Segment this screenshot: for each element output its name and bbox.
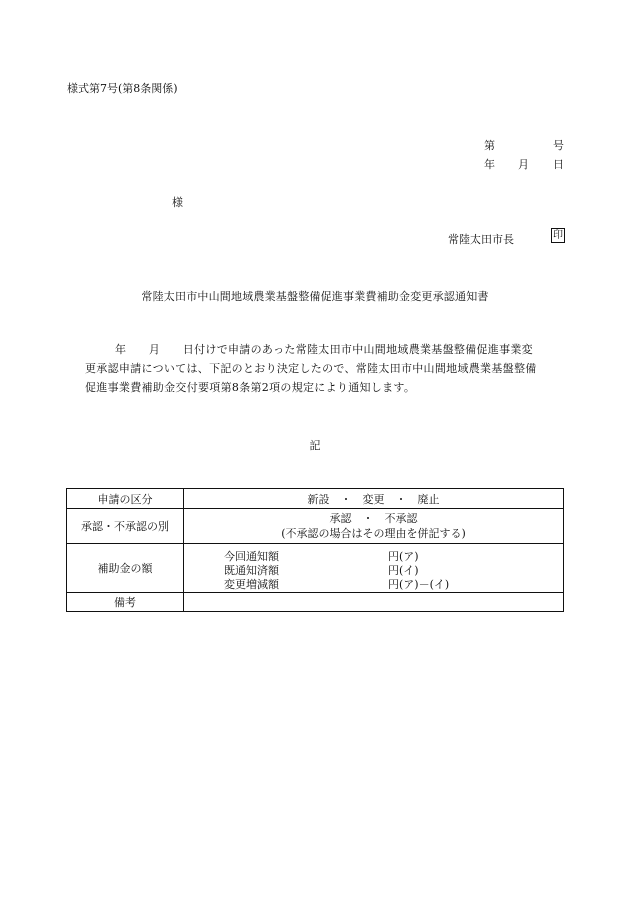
application-type-header: 申請の区分 [67, 489, 184, 509]
current-notice-amount-value: 円(ア) [388, 550, 419, 563]
seal-stamp: 印 [553, 230, 563, 241]
change-amount-label: 変更増減額 [224, 578, 279, 591]
approval-status-note: (不承認の場合はその理由を併記する) [281, 527, 466, 540]
subsidy-amount-header: 補助金の額 [67, 544, 184, 593]
body-paragraph [85, 340, 570, 397]
subsidy-amount-cell [184, 544, 564, 593]
approval-status-header: 承認・不承認の別 [67, 509, 184, 544]
remarks-header: 備考 [67, 593, 184, 612]
ki-heading: 記 [309, 439, 321, 452]
form-number: 様式第7号(第8条関係) [67, 82, 178, 95]
remarks-value [184, 593, 564, 612]
table-row [67, 489, 564, 509]
approval-status-cell [184, 509, 564, 544]
table-row [67, 593, 564, 612]
date-year: 年 [484, 158, 495, 171]
change-amount-value: 円(ア)－(イ) [388, 578, 450, 591]
body-line-2: 更承認申請については、下記のとおり決定したので、常陸太田市中山間地域農業基盤整備 [85, 362, 537, 375]
table-row [67, 509, 564, 544]
document-number-prefix: 第 [484, 139, 495, 152]
application-type-value: 新設 ・ 変更 ・ 廃止 [184, 489, 564, 509]
current-notice-amount-label: 今回通知額 [224, 550, 279, 563]
approval-status-options: 承認 ・ 不承認 [329, 512, 418, 525]
body-line-1: 年 月 日付けで申請のあった常陸太田市中山間地域農業基盤整備促進事業変 [115, 343, 533, 356]
table-row [67, 544, 564, 593]
previous-notice-amount-label: 既通知済額 [224, 564, 279, 577]
date-month: 月 [518, 158, 529, 171]
issuer-name: 常陸太田市長 [448, 233, 514, 246]
previous-notice-amount-value: 円(イ) [388, 564, 419, 577]
document-title: 常陸太田市中山間地域農業基盤整備促進事業費補助金変更承認通知書 [141, 290, 489, 303]
date-day: 日 [553, 158, 564, 171]
notification-table [66, 488, 564, 612]
document-number-suffix: 号 [553, 139, 564, 152]
body-line-3: 促進事業費補助金交付要項第8条第2項の規定により通知します。 [85, 381, 416, 394]
addressee-suffix: 様 [172, 196, 183, 209]
